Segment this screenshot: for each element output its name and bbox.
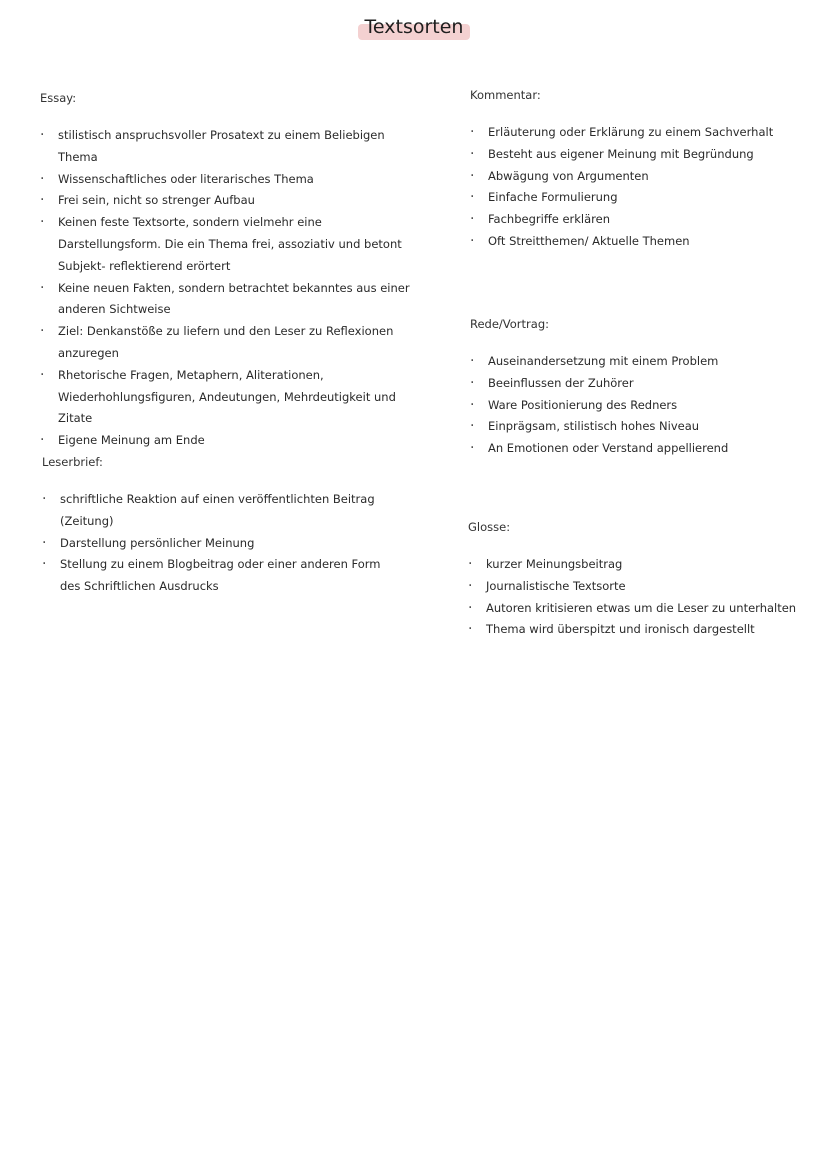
list-item: · Erläuterung oder Erklärung zu einem Sachverhalt	[470, 122, 800, 144]
list-item: · Rhetorische Fragen, Metaphern, Aliterationen, Wiederhohlungsfiguren, Andeutungen, Mehrdeutigkeit und Zitate	[40, 365, 420, 430]
section-heading-kommentar: Kommentar:	[470, 88, 541, 102]
list-leserbrief	[42, 489, 382, 598]
list-item: · Thema wird überspitzt und ironisch dargestellt	[468, 619, 808, 641]
section-rede-vortrag	[470, 317, 800, 460]
list-essay	[40, 125, 420, 452]
list-item: · Einprägsam, stilistisch hohes Niveau	[470, 416, 800, 438]
section-kommentar	[470, 88, 800, 253]
list-item: · Auseinandersetzung mit einem Problem	[470, 351, 800, 373]
list-item: · Abwägung von Argumenten	[470, 166, 800, 188]
list-item: · stilistisch anspruchsvoller Prosatext zu einem Beliebigen Thema	[40, 125, 420, 169]
list-item: · Ware Positionierung des Redners	[470, 395, 800, 417]
section-leserbrief	[42, 455, 382, 598]
list-kommentar	[470, 122, 800, 253]
section-essay	[40, 91, 420, 452]
section-heading-glosse: Glosse:	[468, 520, 511, 534]
list-item: · Journalistische Textsorte	[468, 576, 808, 598]
list-item: · Frei sein, nicht so strenger Aufbau	[40, 190, 420, 212]
section-heading-essay: Essay:	[40, 91, 77, 105]
list-item: · Besteht aus eigener Meinung mit Begründung	[470, 144, 800, 166]
list-item: · kurzer Meinungsbeitrag	[468, 554, 808, 576]
list-item: · Eigene Meinung am Ende	[40, 430, 420, 452]
list-item: · An Emotionen oder Verstand appellierend	[470, 438, 800, 460]
title-area	[0, 16, 828, 38]
page-title: Textsorten	[361, 16, 468, 38]
list-item: · Ziel: Denkanstöße zu liefern und den Leser zu Reflexionen anzuregen	[40, 321, 420, 365]
list-rede	[470, 351, 800, 460]
list-item: · Einfache Formulierung	[470, 187, 800, 209]
list-item: · Keinen feste Textsorte, sondern vielmehr eine Darstellungsform. Die ein Thema frei, assoziativ und betont Subjekt- reflektierend erörtert	[40, 212, 420, 277]
list-item: · Autoren kritisieren etwas um die Leser zu unterhalten	[468, 598, 808, 620]
list-glosse	[468, 554, 808, 641]
list-item: · Keine neuen Fakten, sondern betrachtet bekanntes aus einer anderen Sichtweise	[40, 278, 420, 322]
list-item: · Darstellung persönlicher Meinung	[42, 533, 382, 555]
list-item: · Fachbegriffe erklären	[470, 209, 800, 231]
list-item: · Stellung zu einem Blogbeitrag oder einer anderen Form des Schriftlichen Ausdrucks	[42, 554, 382, 598]
section-heading-leserbrief: Leserbrief:	[42, 455, 103, 469]
section-heading-rede: Rede/Vortrag:	[470, 317, 549, 331]
list-item: · schriftliche Reaktion auf einen veröffentlichten Beitrag (Zeitung)	[42, 489, 382, 533]
list-item: · Beeinflussen der Zuhörer	[470, 373, 800, 395]
list-item: · Oft Streitthemen/ Aktuelle Themen	[470, 231, 800, 253]
list-item: · Wissenschaftliches oder literarisches Thema	[40, 169, 420, 191]
section-glosse	[468, 520, 808, 641]
